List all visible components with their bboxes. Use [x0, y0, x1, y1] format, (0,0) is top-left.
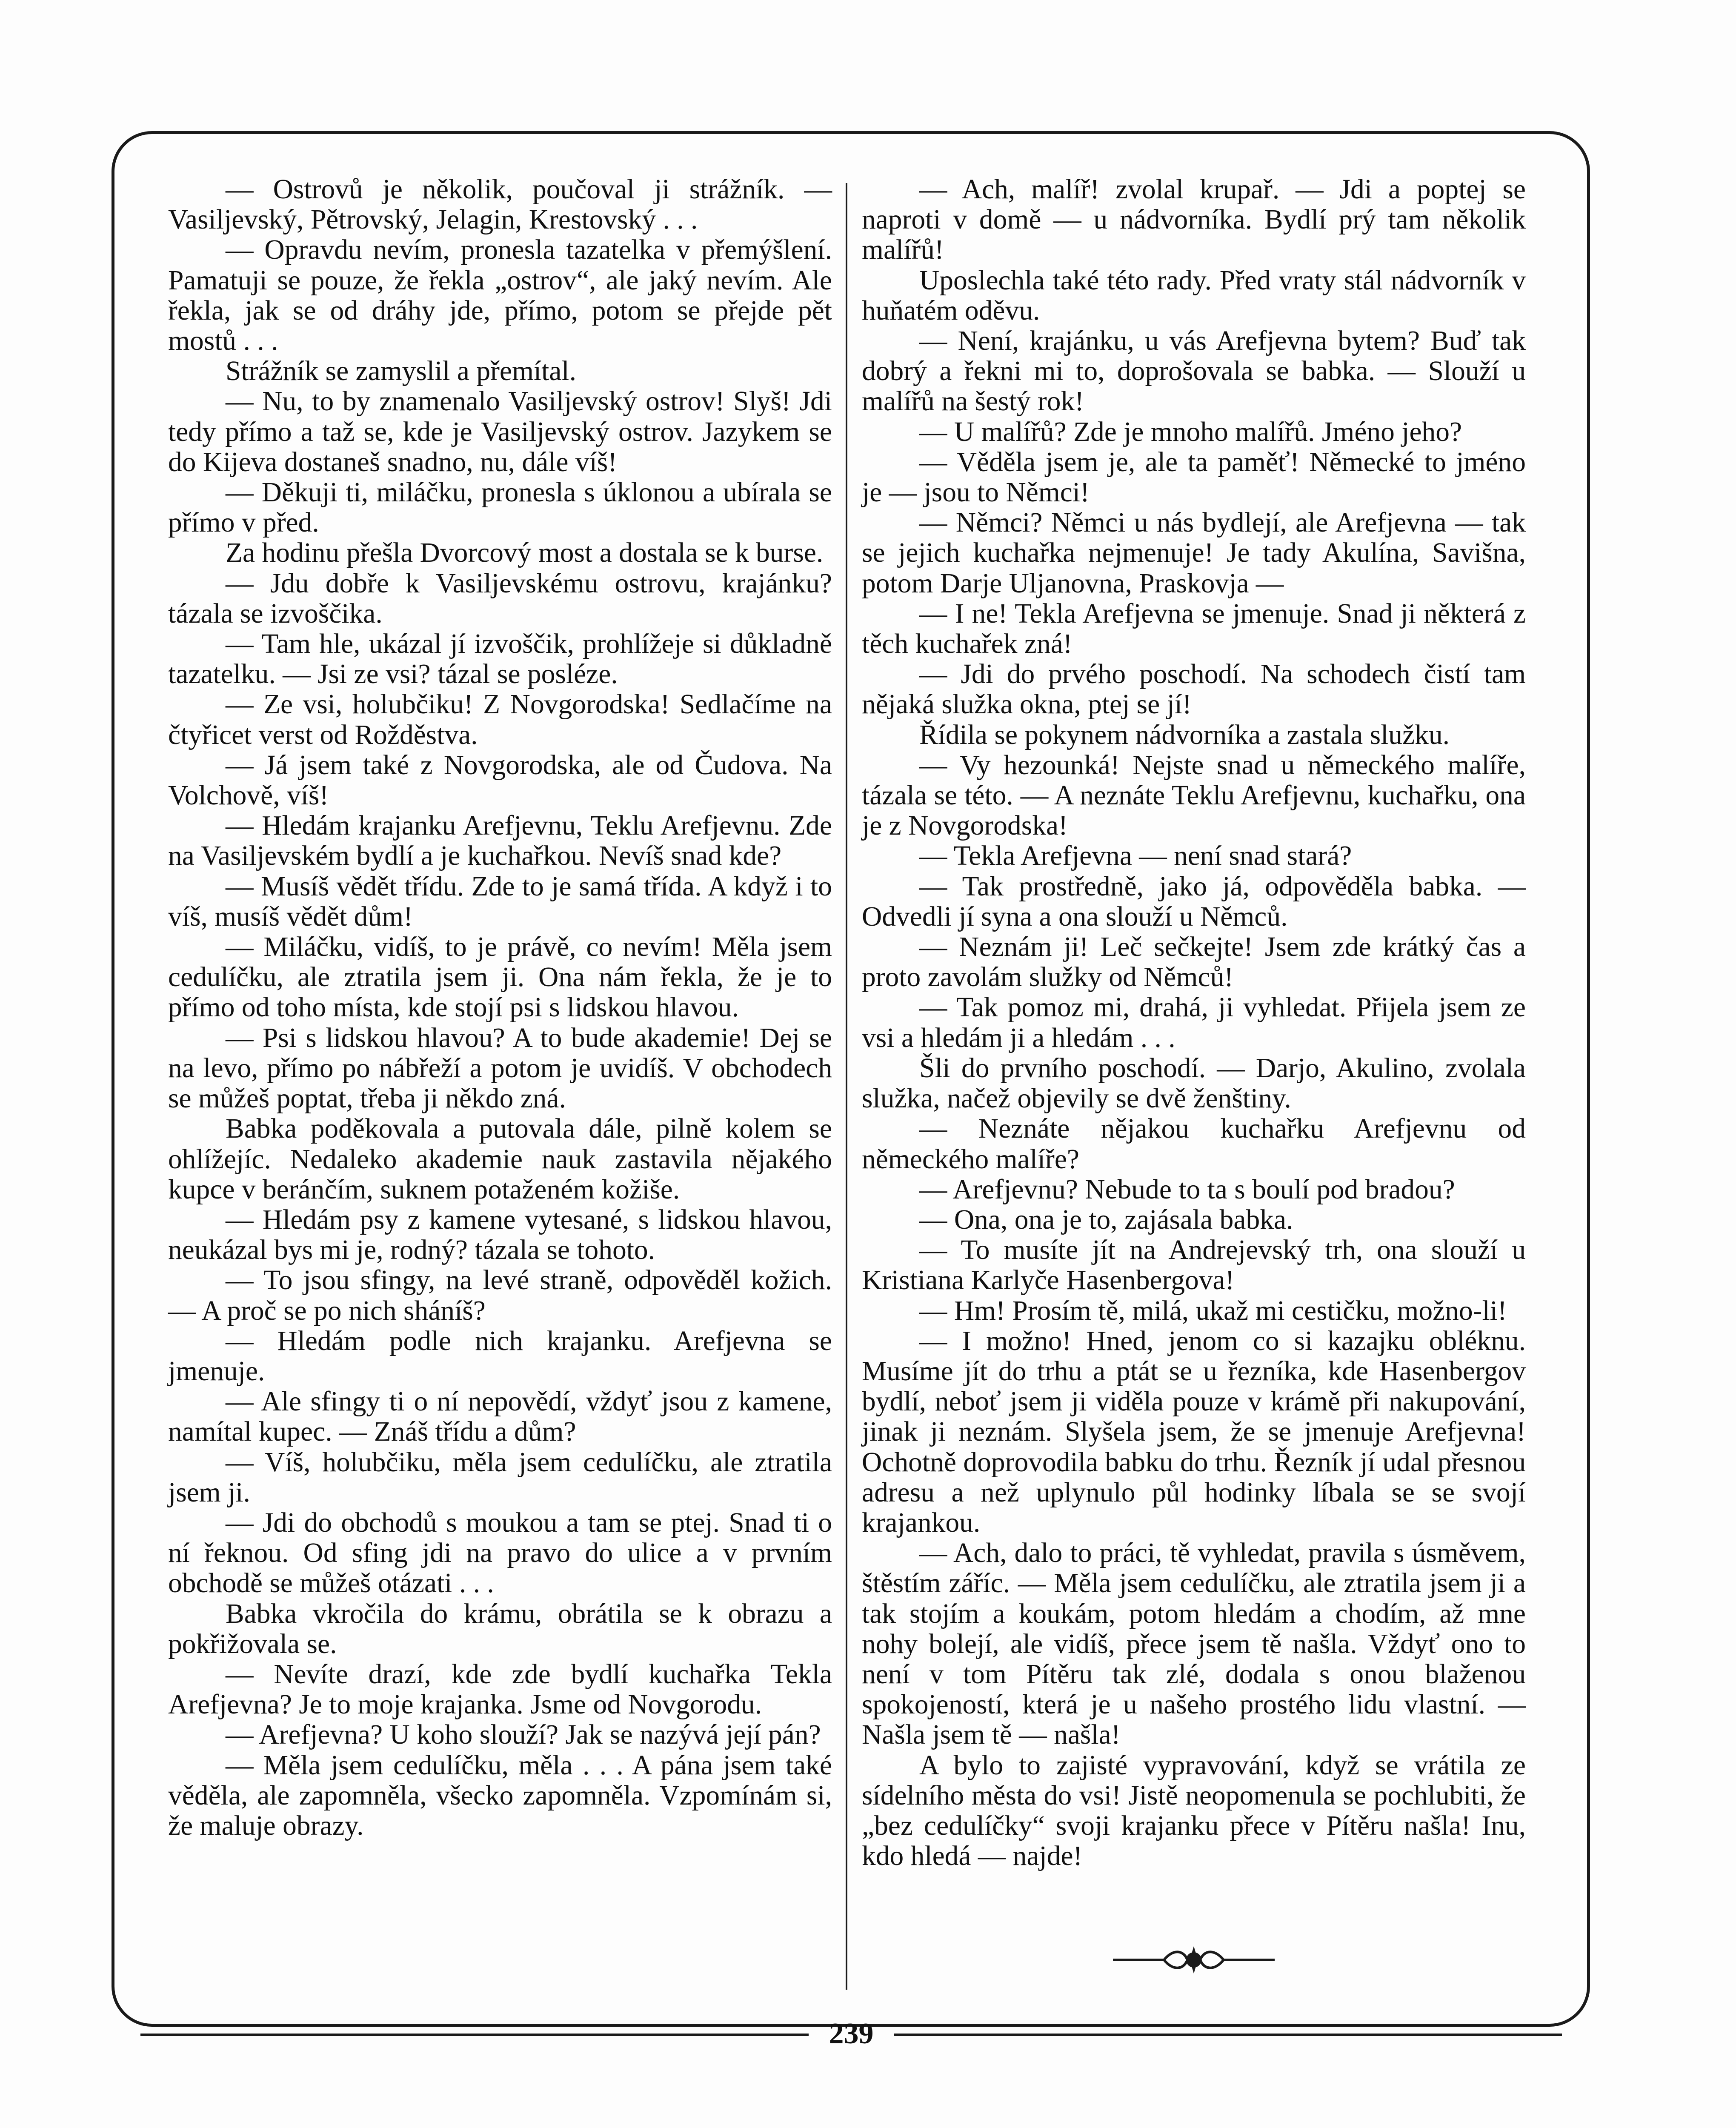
paragraph: — Tekla Arefjevna — není snad stará? — [919, 841, 1352, 872]
paragraph: Strážník se zamyslil a přemítal. — [226, 356, 576, 387]
paragraph: — Ach, dalo to práci, tě vyhledat, pravila s úsměvem, štěstím záříc. — Měla jsem cedulíčku, ale ztratila jsem ji a tak stojím a koukám, potom hledám a chodím, až mne nohy bolejí, ale vidíš, přece jsem tě našla. Vždyť ono to není v tom Pítěru tak zlé, dodala s onou blaženou spokojeností, která je u našeho prostého lidu vlastní. — Našla jsem tě — našla! — [862, 1538, 1526, 1750]
paragraph: — Já jsem také z Novgorodska, ale od Čudova. Na Volchově, víš! — [168, 749, 832, 811]
paragraph: — Jdu dobře k Vasiljevskému ostrovu, krajánku? tázala se izvoščika. — [168, 568, 832, 629]
right-text-column — [862, 174, 1526, 1871]
paragraph: — Jdi do obchodů s moukou a tam se ptej. Snad ti o ní řeknou. Od sfing jdi na pravo do ulice a v prvním obchodě se můžeš otázati . . . — [168, 1507, 832, 1599]
paragraph: — Arefjevnu? Nebude to ta s boulí pod bradou? — [919, 1174, 1455, 1205]
paragraph: — Nevíte drazí, kde zde bydlí kuchařka Tekla Arefjevna? Je to moje krajanka. Jsme od Novgorodu. — [168, 1659, 832, 1720]
paragraph: — Psi s lidskou hlavou? A to bude akademie! Dej se na levo, přímo po nábřeží a potom je uvidíš. V obchodech se můžeš poptat, třeba ji někdo zná. — [168, 1022, 832, 1114]
paragraph: — Hm! Prosím tě, milá, ukaž mi cestičku, možno-li! — [919, 1295, 1507, 1326]
paragraph: — Ostrovů je několik, poučoval ji strážník. — Vasiljevský, Pětrovský, Jelagin, Krestovský . . . — [168, 174, 832, 235]
paragraph: — Ale sfingy ti o ní nepovědí, vždyť jsou z kamene, namítal kupec. — Znáš třídu a dům? — [168, 1386, 832, 1447]
paragraph: — Němci? Němci u nás bydlejí, ale Arefjevna — tak se jejich kuchařka nejmenuje! Je tady Akulína, Savišna, potom Darje Uljanovna, Praskovja — — [862, 507, 1526, 599]
paragraph: — Tak prostředně, jako já, odpověděla babka. — Odvedli jí syna a ona slouží u Němců. — [862, 871, 1526, 932]
paragraph: — Jdi do prvého poschodí. Na schodech čistí tam nějaká služka okna, ptej se jí! — [862, 659, 1526, 720]
paragraph: — Nu, to by znamenalo Vasiljevský ostrov! Slyš! Jdi tedy přímo a taž se, kde je Vasiljevský ostrov. Jazykem se do Kijeva dostaneš snadno, nu, dále víš! — [168, 386, 832, 478]
paragraph: — Tak pomoz mi, drahá, ji vyhledat. Přijela jsem ze vsi a hledám ji a hledám . . . — [862, 992, 1526, 1053]
paragraph: Řídila se pokynem nádvorníka a zastala služku. — [919, 719, 1450, 750]
left-text-column — [168, 174, 832, 1841]
paragraph: — Tam hle, ukázal jí izvoščik, prohlížeje si důkladně tazatelku. — Jsi ze vsi? tázal se posléze. — [168, 629, 832, 690]
paragraph: — Miláčku, vidíš, to je právě, co nevím! Měla jsem cedulíčku, ale ztratila jsem ji. Ona nám řekla, že je to přímo od toho místa, kde stojí psi s lidskou hlavou. — [168, 932, 832, 1023]
paragraph: — Vy hezounká! Nejste snad u německého malíře, tázala se této. — A neznáte Teklu Arefjevnu, kuchařku, ona je z Novgorodska! — [862, 749, 1526, 841]
paragraph: Šli do prvního poschodí. — Darjo, Akulino, zvolala služka, načež objevily se dvě ženštiny. — [862, 1053, 1526, 1114]
paragraph: — Ze vsi, holubčiku! Z Novgorodska! Sedlačíme na čtyřicet verst od Rožděstva. — [168, 689, 832, 750]
paragraph: — Měla jsem cedulíčku, měla . . . A pána jsem také věděla, ale zapomněla, všecko zapomněla. Vzpomínám si, že maluje obrazy. — [168, 1750, 832, 1841]
paragraph: — Hledám krajanku Arefjevnu, Teklu Arefjevnu. Zde na Vasiljevském bydlí a je kuchařkou. Nevíš snad kde? — [168, 810, 832, 872]
paragraph: — Arefjevna? U koho slouží? Jak se nazývá její pán? — [226, 1719, 821, 1750]
paragraph: Babka poděkovala a putovala dále, pilně kolem se ohlížejíc. Nedaleko akademie nauk zastavila nějakého kupce v beránčím, suknem potaženém kožiše. — [168, 1113, 832, 1205]
paragraph: — Hledám psy z kamene vytesané, s lidskou hlavou, neukázal bys mi je, rodný? tázala se tohoto. — [168, 1204, 832, 1266]
paragraph: — Neznám ji! Leč sečkejte! Jsem zde krátký čas a proto zavolám služky od Němců! — [862, 932, 1526, 993]
paragraph: — Musíš vědět třídu. Zde to je samá třída. A když i to víš, musíš vědět dům! — [168, 871, 832, 932]
paragraph: — Neznáte nějakou kuchařku Arefjevnu od německého malíře? — [862, 1113, 1526, 1175]
paragraph: — Ona, ona je to, zajásala babka. — [919, 1204, 1293, 1235]
page-number: 239 — [829, 2017, 874, 2050]
paragraph: Za hodinu přešla Dvorcový most a dostala se k burse. — [226, 538, 824, 569]
paragraph: — I ne! Tekla Arefjevna se jmenuje. Snad ji některá z těch kuchařek zná! — [862, 598, 1526, 660]
paragraph: — Věděla jsem je, ale ta paměť! Německé to jméno je — jsou to Němci! — [862, 446, 1526, 508]
paragraph: — I možno! Hned, jenom co si kazajku obléknu. Musíme jít do trhu a ptát se u řezníka, kde Hasenbergov bydlí, neboť jsem ji viděla pouze v krámě při nakupování, jinak ji neznám. Slyšela jsem, že se jmenuje Arefjevna! Ochotně doprovodila babku do trhu. Řezník jí udal přesnou adresu a než uplynulo půl hodinky líbala se se svojí krajankou. — [862, 1325, 1526, 1538]
paragraph: — Hledám podle nich krajanku. Arefjevna se jmenuje. — [168, 1325, 832, 1387]
end-ornament — [1113, 1943, 1275, 1977]
paragraph: A bylo to zajisté vypravování, když se vrátila ze sídelního města do vsi! Jistě neopomenula se pochlubiti, že „bez cedulíčky“ svoji krajanku přece v Pítěru našla! Inu, kdo hledá — najde! — [862, 1750, 1526, 1872]
paragraph: — U malířů? Zde je mnoho malířů. Jméno jeho? — [919, 416, 1462, 447]
paragraph: Uposlechla také této rady. Před vraty stál nádvorník v huňatém oděvu. — [862, 265, 1526, 326]
paragraph: — To jsou sfingy, na levé straně, odpověděl kožich. — A proč se po nich sháníš? — [168, 1265, 832, 1326]
paragraph: — Není, krajánku, u vás Arefjevna bytem? Buď tak dobrý a řekni mi to, doprošovala se babka. — Slouží u malířů na šestý rok! — [862, 326, 1526, 417]
paragraph: Babka vkročila do krámu, obrátila se k obrazu a pokřižovala se. — [168, 1598, 832, 1659]
paragraph: — Ach, malíř! zvolal krupař. — Jdi a poptej se naproti v domě — u nádvorníka. Bydlí prý tam několik malířů! — [862, 174, 1526, 266]
paragraph: — Děkuji ti, miláčku, pronesla s úklonou a ubírala se přímo v před. — [168, 477, 832, 538]
footer-rule-right — [894, 2034, 1562, 2036]
footer-rule-left — [140, 2034, 809, 2036]
column-divider — [846, 183, 847, 1990]
paragraph: — To musíte jít na Andrejevský trh, ona slouží u Kristiana Karlyče Hasenbergova! — [862, 1235, 1526, 1296]
paragraph: — Víš, holubčiku, měla jsem cedulíčku, ale ztratila jsem ji. — [168, 1447, 832, 1508]
paragraph: — Opravdu nevím, pronesla tazatelka v přemýšlení. Pamatuji se pouze, že řekla „ostrov“, ale jaký nevím. Ale řekla, jak se od dráhy jde, přímo, potom se přejde pět mostů . . . — [168, 235, 832, 357]
